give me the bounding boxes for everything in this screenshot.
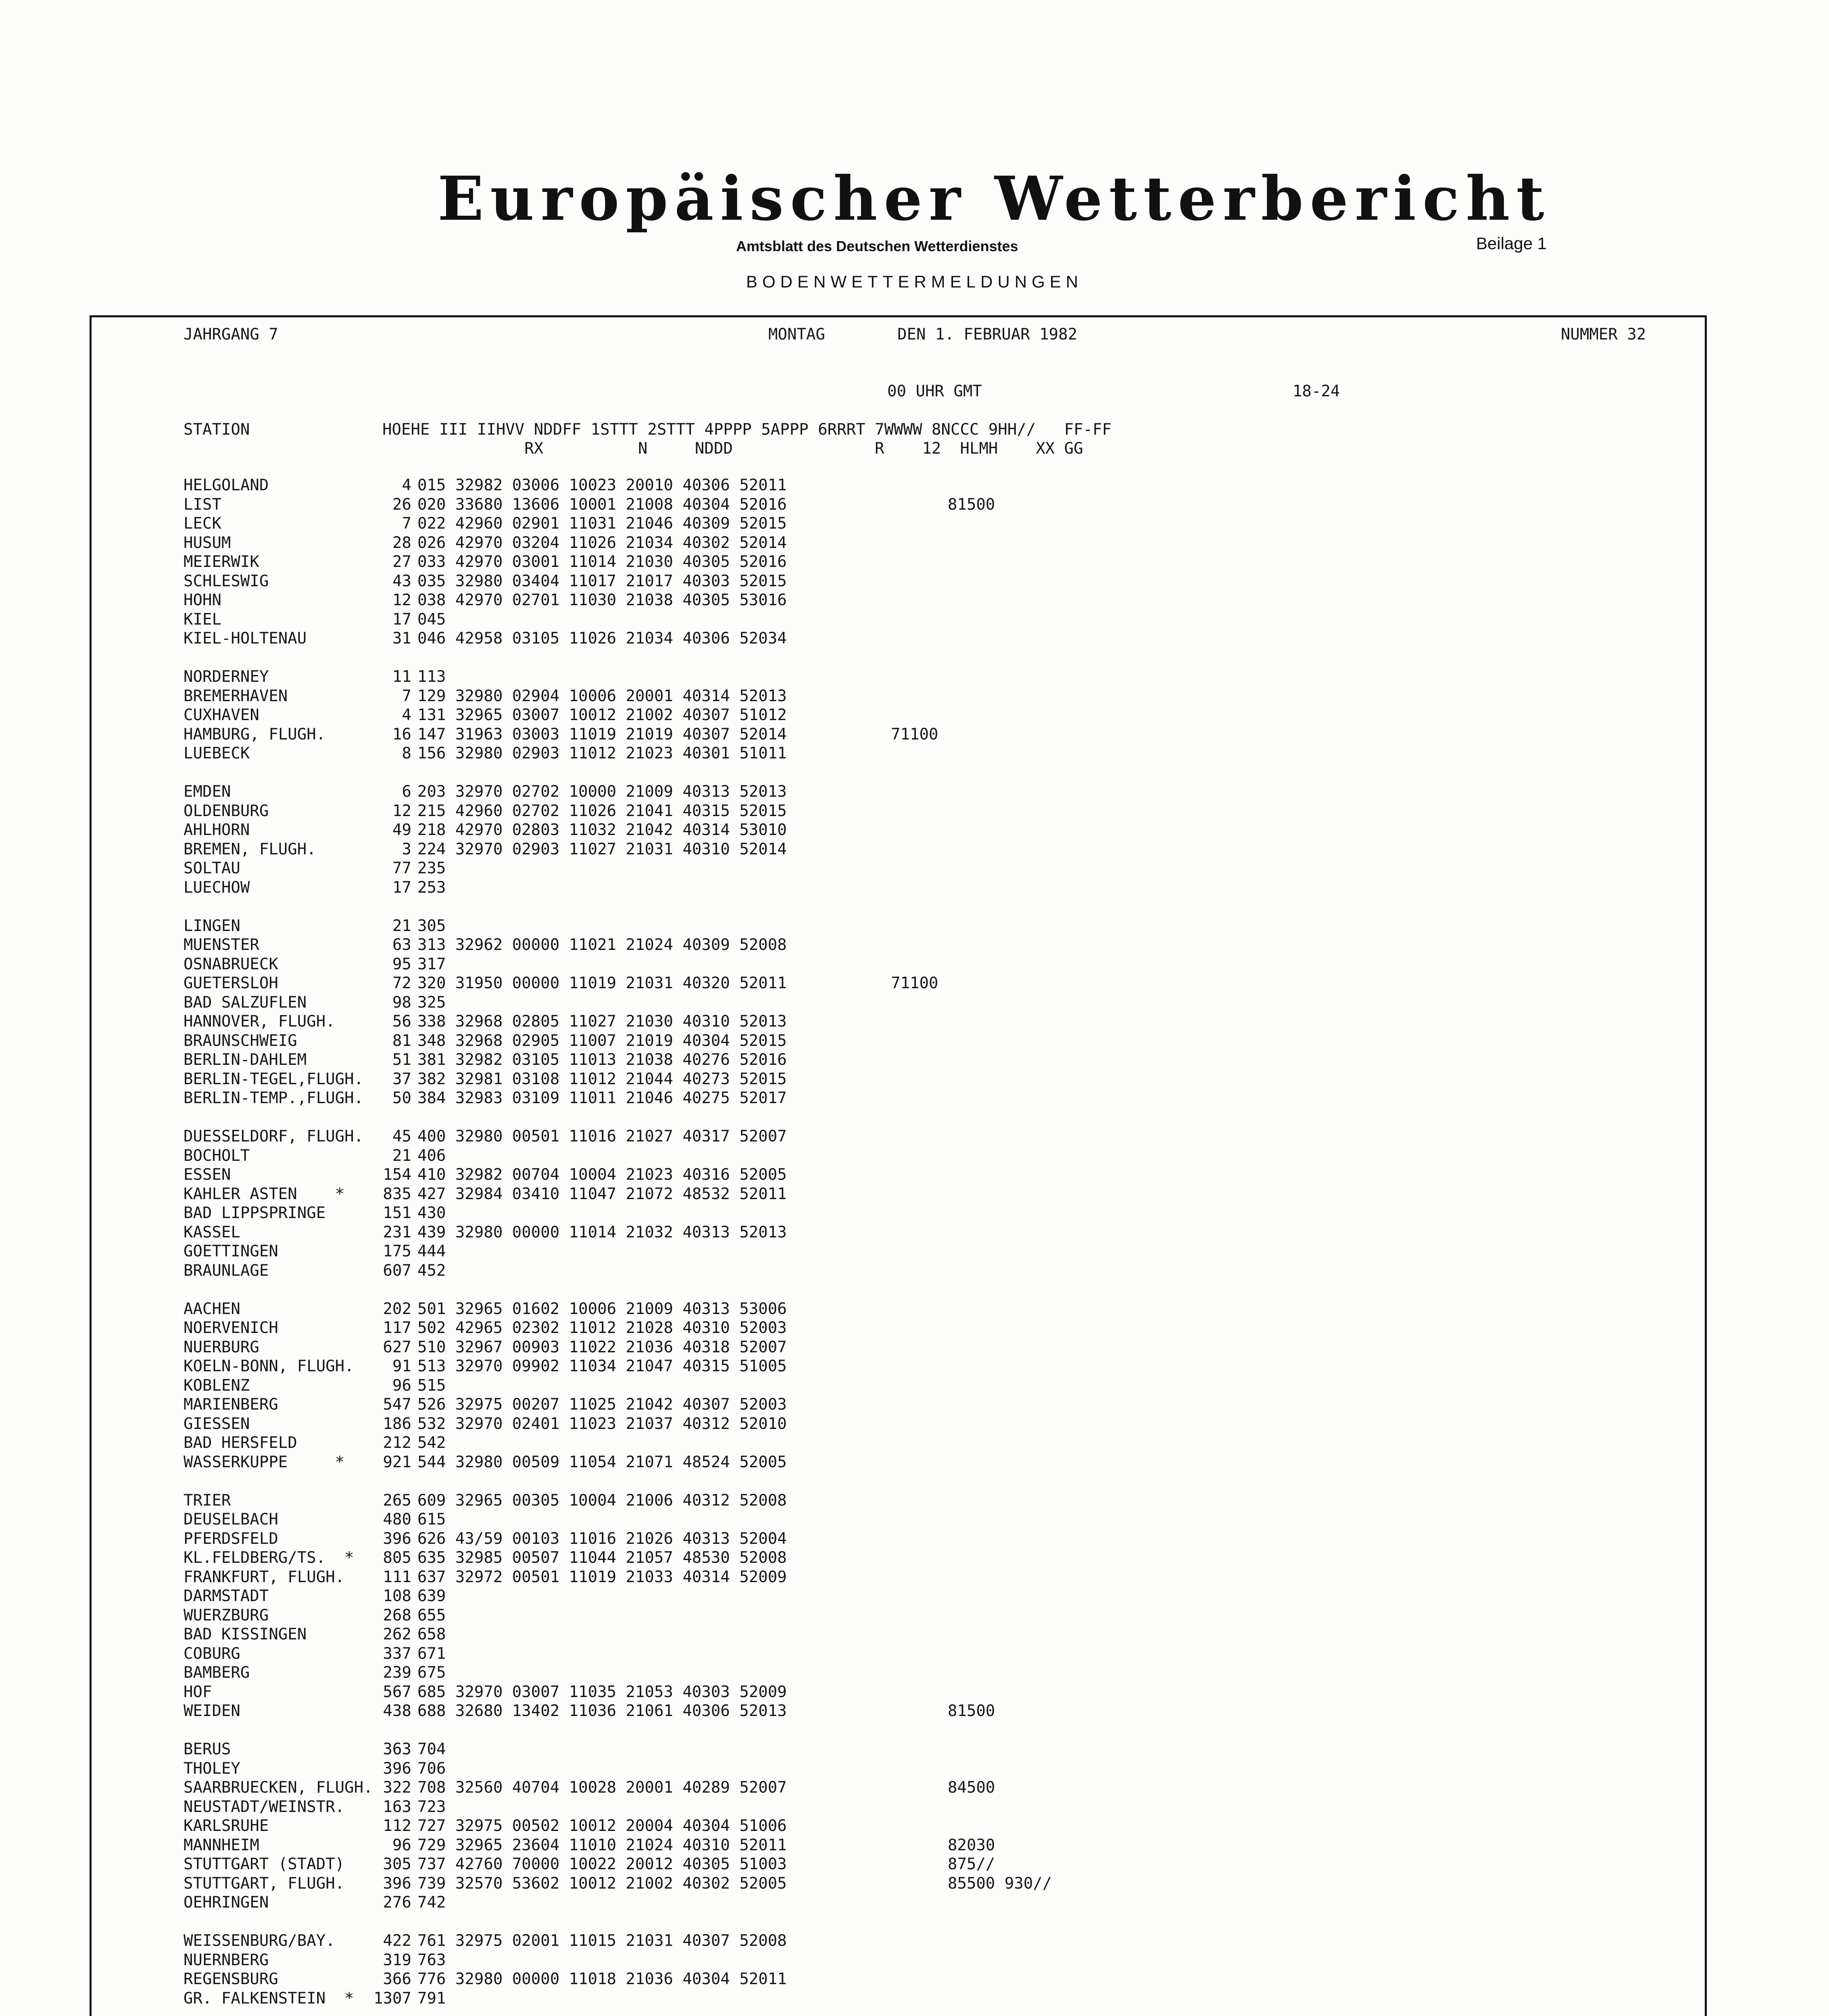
station-name: PFERDSFELD bbox=[184, 1529, 278, 1548]
station-name: KOBLENZ bbox=[184, 1376, 250, 1395]
station-report: 513 32970 09902 11034 21047 40315 51005 bbox=[417, 1357, 787, 1375]
station-name: MANNHEIM bbox=[184, 1836, 259, 1854]
station-height: 3 bbox=[402, 840, 411, 858]
station-name: TRIER bbox=[184, 1491, 231, 1510]
station-height: 262 bbox=[383, 1625, 411, 1643]
station-height: 12 bbox=[392, 802, 411, 820]
station-name: KIEL-HOLTENAU bbox=[184, 629, 307, 648]
station-name: NORDERNEY bbox=[184, 668, 269, 686]
station-height: 567 bbox=[383, 1683, 411, 1701]
station-height: 480 bbox=[383, 1510, 411, 1529]
station-name: BERLIN-DAHLEM bbox=[184, 1051, 307, 1069]
station-report: 637 32972 00501 11019 21033 40314 52009 bbox=[417, 1568, 787, 1586]
station-height: 77 bbox=[392, 859, 411, 877]
station-report: 129 32980 02904 10006 20001 40314 52013 bbox=[417, 687, 787, 705]
station-name: NUERBURG bbox=[184, 1338, 259, 1356]
station-report: 675 bbox=[417, 1664, 446, 1682]
station-name: KOELN-BONN, FLUGH. bbox=[184, 1357, 354, 1375]
station-name: BERUS bbox=[184, 1740, 231, 1758]
station-name: KARLSRUHE bbox=[184, 1817, 269, 1835]
station-name: SCHLESWIG bbox=[184, 572, 269, 590]
station-height: 49 bbox=[392, 821, 411, 839]
station-report: 131 32965 03007 10012 21002 40307 51012 bbox=[417, 706, 787, 724]
station-height: 396 bbox=[383, 1529, 411, 1548]
station-report: 224 32970 02903 11027 21031 40310 52014 bbox=[417, 840, 787, 858]
station-name: NEUSTADT/WEINSTR. bbox=[184, 1797, 345, 1816]
column-header-line-2: RX N NDDD R 12 HLMH XX GG bbox=[184, 439, 1083, 458]
station-report: 515 bbox=[417, 1376, 446, 1395]
station-height: 212 bbox=[383, 1434, 411, 1452]
station-name: BOCHOLT bbox=[184, 1146, 250, 1165]
station-report: 020 33680 13606 10001 21008 40304 52016 81500 bbox=[417, 495, 995, 514]
report-data-column bbox=[417, 476, 1128, 2016]
station-name: EMDEN bbox=[184, 783, 231, 801]
station-name bbox=[184, 1472, 373, 1491]
station-name: WASSERKUPPE * bbox=[184, 1453, 345, 1471]
station-report: 427 32984 03410 11047 21072 48532 52011 bbox=[417, 1185, 787, 1203]
station-report: 235 bbox=[417, 859, 446, 877]
station-height: 6 bbox=[402, 783, 411, 801]
station-name: GIESSEN bbox=[184, 1414, 250, 1433]
station-report: 038 42970 02701 11030 21038 40305 53016 bbox=[417, 591, 787, 609]
station-name: KL.FELDBERG/TS. * bbox=[184, 1549, 354, 1567]
station-report: 317 bbox=[417, 955, 446, 973]
station-height: 607 bbox=[383, 1261, 411, 1280]
station-height: 186 bbox=[383, 1414, 411, 1433]
station-report: 763 bbox=[417, 1951, 446, 1969]
station-height: 627 bbox=[383, 1338, 411, 1356]
station-height: 231 bbox=[383, 1223, 411, 1241]
station-height: 56 bbox=[392, 1012, 411, 1031]
station-name: HUSUM bbox=[184, 533, 231, 552]
page-title: Europäischer Wetterbericht bbox=[438, 163, 1551, 234]
station-height: 363 bbox=[383, 1740, 411, 1758]
station-report: 532 32970 02401 11023 21037 40312 52010 bbox=[417, 1414, 787, 1433]
station-report bbox=[417, 2008, 1128, 2016]
station-report: 688 32680 13402 11036 21061 40306 52013 81500 bbox=[417, 1702, 995, 1720]
station-height: 7 bbox=[402, 687, 411, 705]
station-report: 113 bbox=[417, 668, 446, 686]
station-name: LUECHOW bbox=[184, 878, 250, 897]
station-report: 203 32970 02702 10000 21009 40313 52013 bbox=[417, 783, 787, 801]
station-report: 615 bbox=[417, 1510, 446, 1529]
station-name: BAD KISSINGEN bbox=[184, 1625, 307, 1643]
station-report: 320 31950 00000 11019 21031 40320 52011 71100 bbox=[417, 974, 938, 992]
station-report: 313 32962 00000 11021 21024 40309 52008 bbox=[417, 936, 787, 954]
station-height: 835 bbox=[383, 1185, 411, 1203]
height-column bbox=[355, 476, 411, 2016]
station-report: 671 bbox=[417, 1644, 446, 1663]
station-name: OLDENBURG bbox=[184, 802, 269, 820]
station-height: 12 bbox=[392, 591, 411, 609]
station-name: NUERNBERG bbox=[184, 1951, 269, 1969]
station-report bbox=[417, 1108, 1128, 1127]
station-name: REGENSBURG bbox=[184, 1970, 278, 1988]
station-name: BERLIN-TEGEL,FLUGH. bbox=[184, 1070, 364, 1088]
station-height: 108 bbox=[383, 1587, 411, 1605]
station-height: 921 bbox=[383, 1453, 411, 1471]
station-height: 163 bbox=[383, 1797, 411, 1816]
station-name bbox=[184, 1912, 373, 1932]
station-report: 791 bbox=[417, 1989, 446, 2008]
station-height: 239 bbox=[383, 1664, 411, 1682]
station-name: WEIDEN bbox=[184, 1702, 240, 1720]
station-name: BAMBERG bbox=[184, 1664, 250, 1682]
station-name: MEIERWIK bbox=[184, 553, 259, 571]
station-name: NOERVENICH bbox=[184, 1319, 278, 1337]
station-name: GR. FALKENSTEIN * bbox=[184, 1989, 354, 2008]
station-height: 28 bbox=[392, 533, 411, 552]
station-report: 501 32965 01602 10006 21009 40313 53006 bbox=[417, 1300, 787, 1318]
station-report: 439 32980 00000 11014 21032 40313 52013 bbox=[417, 1223, 787, 1241]
station-name bbox=[184, 648, 373, 668]
station-name: BAD LIPPSPRINGE bbox=[184, 1204, 326, 1222]
station-height bbox=[355, 1108, 411, 1127]
station-height: 151 bbox=[383, 1204, 411, 1222]
station-name bbox=[184, 2008, 373, 2016]
station-report: 026 42970 03204 11026 21034 40302 52014 bbox=[417, 533, 787, 552]
station-name: THOLEY bbox=[184, 1759, 240, 1778]
station-name: HAMBURG, FLUGH. bbox=[184, 725, 326, 744]
station-height: 37 bbox=[392, 1070, 411, 1088]
station-name: DEUSELBACH bbox=[184, 1510, 278, 1529]
station-report: 046 42958 03105 11026 21034 40306 52034 bbox=[417, 629, 787, 648]
station-report bbox=[417, 763, 1128, 783]
station-height: 4 bbox=[402, 706, 411, 724]
station-name: KIEL bbox=[184, 610, 221, 629]
station-height bbox=[355, 1912, 411, 1932]
station-height: 21 bbox=[392, 1146, 411, 1165]
weekday: MONTAG bbox=[768, 325, 825, 344]
station-height: 438 bbox=[383, 1702, 411, 1720]
station-report bbox=[417, 1912, 1128, 1932]
station-report: 685 32970 03007 11035 21053 40303 52009 bbox=[417, 1683, 787, 1701]
reporting-period: 18-24 bbox=[1293, 382, 1340, 400]
station-height: 7 bbox=[402, 514, 411, 533]
station-height: 111 bbox=[383, 1568, 411, 1586]
station-name: GUETERSLOH bbox=[184, 974, 278, 992]
station-report: 655 bbox=[417, 1606, 446, 1624]
station-height: 21 bbox=[392, 916, 411, 935]
station-height: 95 bbox=[392, 955, 411, 973]
station-report: 739 32570 53602 10012 21002 40302 52005 85500 930// bbox=[417, 1874, 1052, 1893]
station-report: 544 32980 00509 11054 21071 48524 52005 bbox=[417, 1453, 787, 1471]
station-name: CUXHAVEN bbox=[184, 706, 259, 724]
station-report: 706 bbox=[417, 1759, 446, 1778]
station-report: 723 bbox=[417, 1797, 446, 1816]
station-height bbox=[355, 763, 411, 783]
station-height bbox=[355, 1721, 411, 1740]
station-height: 268 bbox=[383, 1606, 411, 1624]
station-name: WUERZBURG bbox=[184, 1606, 269, 1624]
station-height: 1307 bbox=[373, 1989, 411, 2008]
station-height: 112 bbox=[383, 1817, 411, 1835]
station-height: 17 bbox=[392, 878, 411, 897]
station-report: 147 31963 03003 11019 21019 40307 52014 71100 bbox=[417, 725, 938, 744]
station-report: 400 32980 00501 11016 21027 40317 52007 bbox=[417, 1127, 787, 1145]
station-name: OSNABRUECK bbox=[184, 955, 278, 973]
station-report: 033 42970 03001 11014 21030 40305 52016 bbox=[417, 553, 787, 571]
station-height: 8 bbox=[402, 744, 411, 762]
station-report: 045 bbox=[417, 610, 446, 629]
station-name: BERLIN-TEMP.,FLUGH. bbox=[184, 1089, 364, 1107]
station-report: 502 42965 02302 11012 21028 40310 52003 bbox=[417, 1319, 787, 1337]
station-report: 452 bbox=[417, 1261, 446, 1280]
station-height: 202 bbox=[383, 1300, 411, 1318]
station-name: BREMEN, FLUGH. bbox=[184, 840, 316, 858]
station-report: 658 bbox=[417, 1625, 446, 1643]
station-name: HANNOVER, FLUGH. bbox=[184, 1012, 335, 1031]
station-height: 366 bbox=[383, 1970, 411, 1988]
station-height: 322 bbox=[383, 1779, 411, 1797]
station-name bbox=[184, 1108, 373, 1127]
station-report: 348 32968 02905 11007 21019 40304 52015 bbox=[417, 1031, 787, 1050]
station-name: LECK bbox=[184, 514, 221, 533]
year-label: JAHRGANG 7 bbox=[184, 325, 278, 344]
station-report: 381 32982 03105 11013 21038 40276 52016 bbox=[417, 1051, 787, 1069]
station-report: 635 32985 00507 11044 21057 48530 52008 bbox=[417, 1549, 787, 1567]
station-name: DARMSTADT bbox=[184, 1587, 269, 1605]
station-name: STUTTGART (STADT) bbox=[184, 1855, 345, 1873]
station-report bbox=[417, 897, 1128, 916]
station-report: 639 bbox=[417, 1587, 446, 1605]
station-name: MUENSTER bbox=[184, 936, 259, 954]
station-report: 609 32965 00305 10004 21006 40312 52008 bbox=[417, 1491, 787, 1510]
station-height: 396 bbox=[383, 1874, 411, 1893]
station-name: DUESSELDORF, FLUGH. bbox=[184, 1127, 364, 1145]
station-name: BRAUNLAGE bbox=[184, 1261, 269, 1280]
station-name bbox=[184, 763, 373, 783]
station-report: 761 32975 02001 11015 21031 40307 52008 bbox=[417, 1932, 787, 1950]
station-report: 410 32982 00704 10004 21023 40316 52005 bbox=[417, 1166, 787, 1184]
section-title: BODENWETTERMELDUNGEN bbox=[746, 272, 1083, 291]
station-name: KASSEL bbox=[184, 1223, 240, 1241]
station-name: BAD HERSFELD bbox=[184, 1434, 297, 1452]
station-report: 626 43/59 00103 11016 21026 40313 52004 bbox=[417, 1529, 787, 1548]
station-name: GOETTINGEN bbox=[184, 1242, 278, 1260]
station-name: AACHEN bbox=[184, 1300, 240, 1318]
station-height: 319 bbox=[383, 1951, 411, 1969]
station-height: 96 bbox=[392, 1376, 411, 1395]
station-report: 015 32982 03006 10023 20010 40306 52011 bbox=[417, 476, 787, 494]
observation-time: 00 UHR GMT bbox=[887, 382, 982, 400]
station-height bbox=[355, 648, 411, 668]
station-height: 175 bbox=[383, 1242, 411, 1260]
station-height: 17 bbox=[392, 610, 411, 629]
station-name: LINGEN bbox=[184, 916, 240, 935]
station-report bbox=[417, 648, 1128, 668]
station-report: 382 32981 03108 11012 21044 40273 52015 bbox=[417, 1070, 787, 1088]
station-name: HELGOLAND bbox=[184, 476, 269, 494]
column-header-line-1: STATION HOEHE III IIHVV NDDFF 1STTT 2STTT 4PPPP 5APPP 6RRRT 7WWWW 8NCCC 9HH// FF-FF bbox=[184, 421, 1112, 439]
station-column bbox=[184, 476, 373, 2016]
station-report: 035 32980 03404 11017 21017 40303 52015 bbox=[417, 572, 787, 590]
station-height: 91 bbox=[392, 1357, 411, 1375]
station-report bbox=[417, 1472, 1128, 1491]
station-name: BREMERHAVEN bbox=[184, 687, 288, 705]
station-report: 737 42760 70000 10022 20012 40305 51003 875// bbox=[417, 1855, 995, 1873]
station-report: 430 bbox=[417, 1204, 446, 1222]
station-height: 11 bbox=[392, 668, 411, 686]
station-report: 325 bbox=[417, 993, 446, 1012]
station-height: 305 bbox=[383, 1855, 411, 1873]
station-name: BRAUNSCHWEIG bbox=[184, 1031, 297, 1050]
station-height: 72 bbox=[392, 974, 411, 992]
station-report: 727 32975 00502 10012 20004 40304 51006 bbox=[417, 1817, 787, 1835]
station-name: MARIENBERG bbox=[184, 1395, 278, 1414]
publisher-subtitle: Amtsblatt des Deutschen Wetterdienstes bbox=[736, 238, 1018, 254]
issue-number: NUMMER 32 bbox=[1561, 325, 1646, 344]
station-height: 27 bbox=[392, 553, 411, 571]
station-report: 708 32560 40704 10028 20001 40289 52007 84500 bbox=[417, 1779, 995, 1797]
station-height: 276 bbox=[383, 1893, 411, 1912]
station-report bbox=[417, 1721, 1128, 1740]
station-name: COBURG bbox=[184, 1644, 240, 1663]
station-report: 338 32968 02805 11027 21030 40310 52013 bbox=[417, 1012, 787, 1031]
station-height: 96 bbox=[392, 1836, 411, 1854]
station-height bbox=[355, 1472, 411, 1491]
station-report: 542 bbox=[417, 1434, 446, 1452]
station-height: 51 bbox=[392, 1051, 411, 1069]
station-name bbox=[184, 1280, 373, 1300]
station-height: 805 bbox=[383, 1549, 411, 1567]
station-name: LUEBECK bbox=[184, 744, 250, 762]
station-report bbox=[417, 1280, 1128, 1300]
station-height bbox=[355, 897, 411, 916]
station-name: HOF bbox=[184, 1683, 212, 1701]
station-height: 43 bbox=[392, 572, 411, 590]
station-name bbox=[184, 897, 373, 916]
station-report: 526 32975 00207 11025 21042 40307 52003 bbox=[417, 1395, 787, 1414]
station-report: 444 bbox=[417, 1242, 446, 1260]
station-name: KAHLER ASTEN * bbox=[184, 1185, 345, 1203]
station-height: 337 bbox=[383, 1644, 411, 1663]
station-name: LIST bbox=[184, 495, 221, 514]
station-height: 16 bbox=[392, 725, 411, 744]
station-height bbox=[355, 2008, 411, 2016]
station-report: 218 42970 02803 11032 21042 40314 53010 bbox=[417, 821, 787, 839]
station-height: 547 bbox=[383, 1395, 411, 1414]
station-report: 406 bbox=[417, 1146, 446, 1165]
station-name: HOHN bbox=[184, 591, 221, 609]
station-name bbox=[184, 1721, 373, 1740]
station-report: 704 bbox=[417, 1740, 446, 1758]
station-report: 215 42960 02702 11026 21041 40315 52015 bbox=[417, 802, 787, 820]
station-report: 729 32965 23604 11010 21024 40310 52011 82030 bbox=[417, 1836, 995, 1854]
station-name: SOLTAU bbox=[184, 859, 240, 877]
station-height: 396 bbox=[383, 1759, 411, 1778]
station-height: 45 bbox=[392, 1127, 411, 1145]
station-height: 31 bbox=[392, 629, 411, 648]
issue-date: DEN 1. FEBRUAR 1982 bbox=[897, 325, 1078, 344]
station-report: 510 32967 00903 11022 21036 40318 52007 bbox=[417, 1338, 787, 1356]
station-height bbox=[355, 1280, 411, 1300]
station-report: 305 bbox=[417, 916, 446, 935]
station-height: 4 bbox=[402, 476, 411, 494]
station-height: 117 bbox=[383, 1319, 411, 1337]
station-name: BAD SALZUFLEN bbox=[184, 993, 307, 1012]
station-name: WEISSENBURG/BAY. bbox=[184, 1932, 335, 1950]
station-name: AHLHORN bbox=[184, 821, 250, 839]
station-report: 384 32983 03109 11011 21046 40275 52017 bbox=[417, 1089, 787, 1107]
supplement-label: Beilage 1 bbox=[1476, 234, 1547, 253]
station-report: 022 42960 02901 11031 21046 40309 52015 bbox=[417, 514, 787, 533]
station-height: 50 bbox=[392, 1089, 411, 1107]
station-name: SAARBRUECKEN, FLUGH. bbox=[184, 1779, 373, 1797]
station-height: 265 bbox=[383, 1491, 411, 1510]
station-name: STUTTGART, FLUGH. bbox=[184, 1874, 345, 1893]
station-name: ESSEN bbox=[184, 1166, 231, 1184]
station-name: OEHRINGEN bbox=[184, 1893, 269, 1912]
station-report: 253 bbox=[417, 878, 446, 897]
station-height: 154 bbox=[383, 1166, 411, 1184]
station-report: 156 32980 02903 11012 21023 40301 51011 bbox=[417, 744, 787, 762]
station-height: 81 bbox=[392, 1031, 411, 1050]
station-height: 98 bbox=[392, 993, 411, 1012]
station-report: 776 32980 00000 11018 21036 40304 52011 bbox=[417, 1970, 787, 1988]
station-height: 26 bbox=[392, 495, 411, 514]
station-height: 422 bbox=[383, 1932, 411, 1950]
station-height: 63 bbox=[392, 936, 411, 954]
station-name: FRANKFURT, FLUGH. bbox=[184, 1568, 345, 1586]
station-report: 742 bbox=[417, 1893, 446, 1912]
